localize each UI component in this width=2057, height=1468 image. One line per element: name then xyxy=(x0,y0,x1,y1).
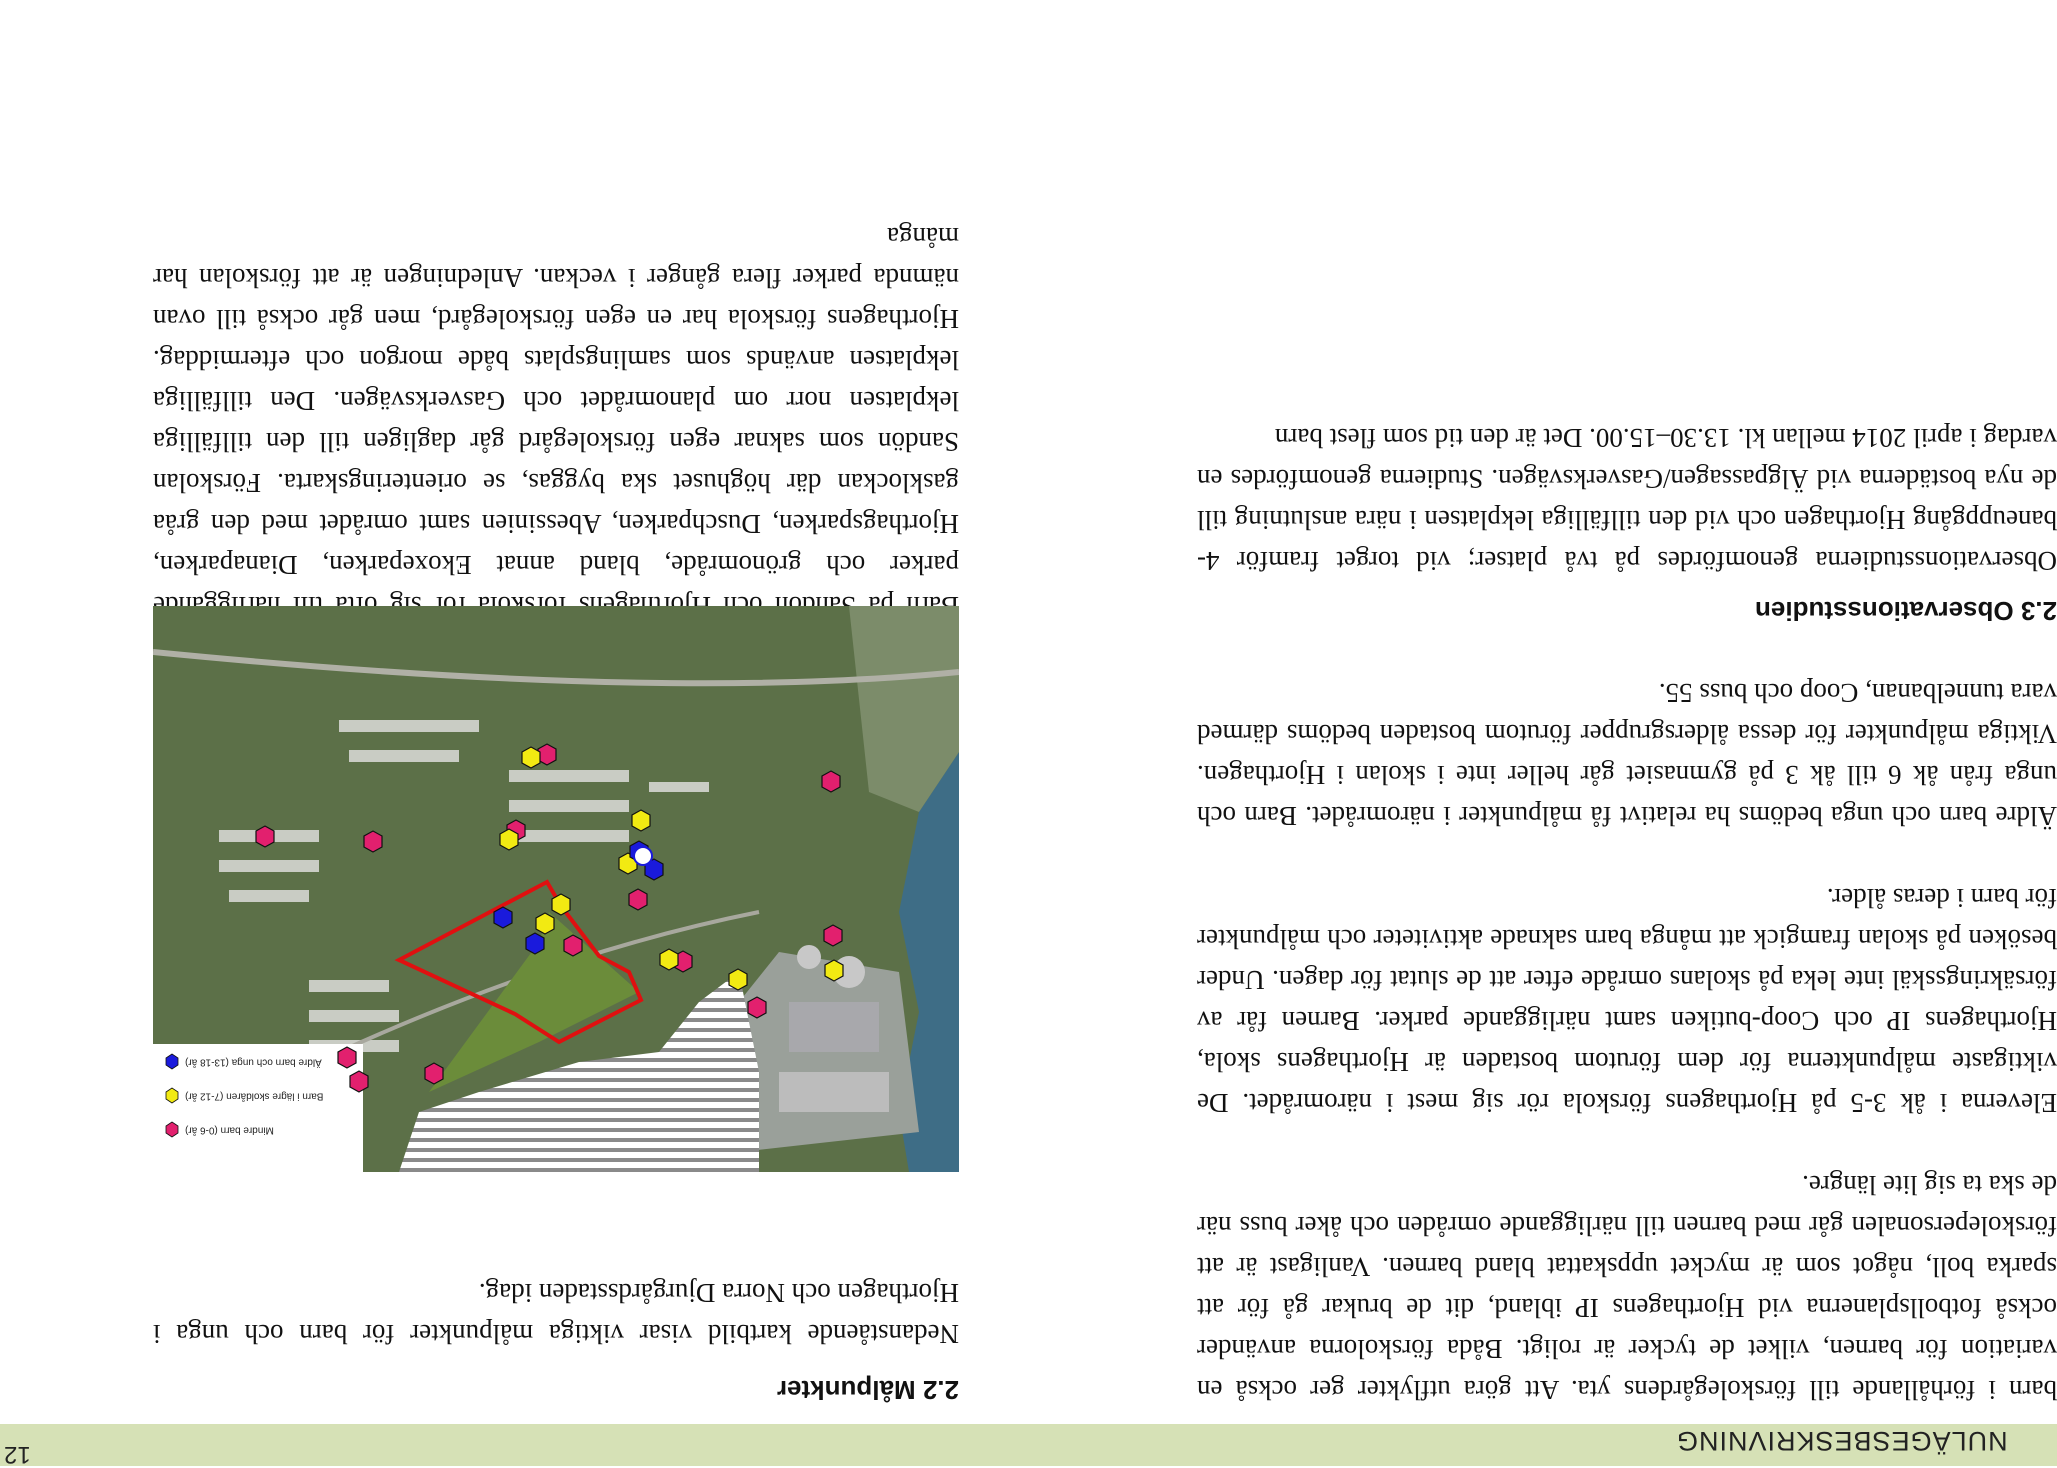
marker-yellow xyxy=(632,810,650,831)
legend-label: Mindre barn (0-6 år) xyxy=(185,1124,274,1136)
paragraph-observation: Observationsstudierna genomfördes på två platser; vid torget framför 4-baneuppgång Hjorthagen och vid den tillfälliga lekplatsen i nära anslutning till de nya bostäderna vid Älgpassagen/Gasverksvägen. Studierna genomfördes en vardag i april 2014 mellan kl. 13.30–15.00. Det är den tid som flest barn xyxy=(1197,423,2057,576)
left-column xyxy=(1197,417,2057,1410)
marker-blue xyxy=(526,933,544,954)
marker-pink xyxy=(824,925,842,946)
marker-pink xyxy=(822,771,840,792)
section-band xyxy=(0,1424,2057,1466)
marker-pink xyxy=(564,935,582,956)
marker-pink xyxy=(538,744,556,765)
legend-items xyxy=(166,1054,178,1137)
marker-yellow xyxy=(825,960,843,981)
marker-pink xyxy=(425,1063,443,1084)
marker-pink xyxy=(350,1071,368,1092)
marker-pink xyxy=(364,831,382,852)
marker-pink xyxy=(256,826,274,847)
metro-icon xyxy=(634,847,652,865)
marker-yellow xyxy=(500,829,518,850)
intro-paragraph: Nedanstående kartbild visar viktiga målpunkter för barn och unga i Hjorthagen och Norra Djurgårdsstaden idag. xyxy=(153,1278,959,1349)
map-image xyxy=(153,606,959,1172)
marker-pink xyxy=(748,997,766,1018)
paragraph-elever: Eleverna i åk 3-5 på Hjorthagens förskola rör sig mest i närområdet. De viktigaste målpunkterna för dem förutom bostaden är Hjorthagens skola, Hjorthagens IP och Coop-butiken samt närliggande parker. Barnen får av försäkringsskäl inte leka på skolans område efter att de slutat för dagen. Under besöken på skolan framgick att många barn saknade aktiviteter och målpunkter för barn i deras ålder. xyxy=(1197,883,2057,1118)
marker-yellow xyxy=(522,747,540,768)
paragraph-utflykter: barn i förhållande till förskolegårdens yta. Att göra utflykter ger också en variation för barnen, vilket de tycker är roligt. Båda förskolorna använder också fotbollsplanerna vid Hjorthagens IP ibland, dit de brukar gå för att sparka boll, något som är mycket uppskattat bland barnen. Vanligast är att förskolepersonalen går med barnen till närliggande områden och åker buss när de ska ta sig lite längre. xyxy=(1197,1170,2057,1405)
heading-malpunkter: 2.2 Målpunkter xyxy=(776,1375,959,1405)
legend-label: Äldre barn och unga (13-18 år) xyxy=(185,1056,322,1068)
marker-pink xyxy=(629,889,647,910)
map-figure xyxy=(153,606,959,1172)
marker-yellow xyxy=(729,969,747,990)
paragraph-aldre-barn: Äldre barn och unga bedöms ha relativt få målpunkter i närområdet. Barn och unga från åk 6 till åk 3 på gymnasiet går heller inte i skolan i Hjorthagen. Viktiga målpunkter för dessa åldersgrupper förutom bostaden bedöms därmed vara tunnelbanan, Coop och buss 55. xyxy=(1197,678,2057,831)
heading-observationsstudien: 2.3 Observationsstudien xyxy=(1755,596,2057,626)
marker-yellow xyxy=(660,949,678,970)
marker-blue xyxy=(494,907,512,928)
paragraph-forskola-parker: parker och grönområde, bland annat Ekoxeparken, Dianaparken, Hjorthagsparken, Duschparken, Abessinien samt området med den gråa gasklockan där höghuset ska byggas, se orienteringskarta. Förskolan Sandön som saknar egen förskolegård går dagligen till den tillfälliga lekplatsen norr om planområdet och Gasverksvägen. Den tillfälliga lekplatsen används som samlingsplats både morgon och eftermiddag. Hjorthagens förskola har en egen förskolegård, men går också till ovan nämnda parker flera gånger i veckan. Anledningen är att förskolan har många xyxy=(153,222,959,580)
marker-pink xyxy=(338,1047,356,1068)
page-number: 12 xyxy=(4,1441,31,1468)
marker-yellow xyxy=(552,894,570,915)
legend-label: Barn i lägre skoldåren (7-12 år) xyxy=(185,1090,324,1102)
marker-yellow xyxy=(536,913,554,934)
section-title: NULÄGESBESKRIVNING xyxy=(1676,1426,2008,1456)
